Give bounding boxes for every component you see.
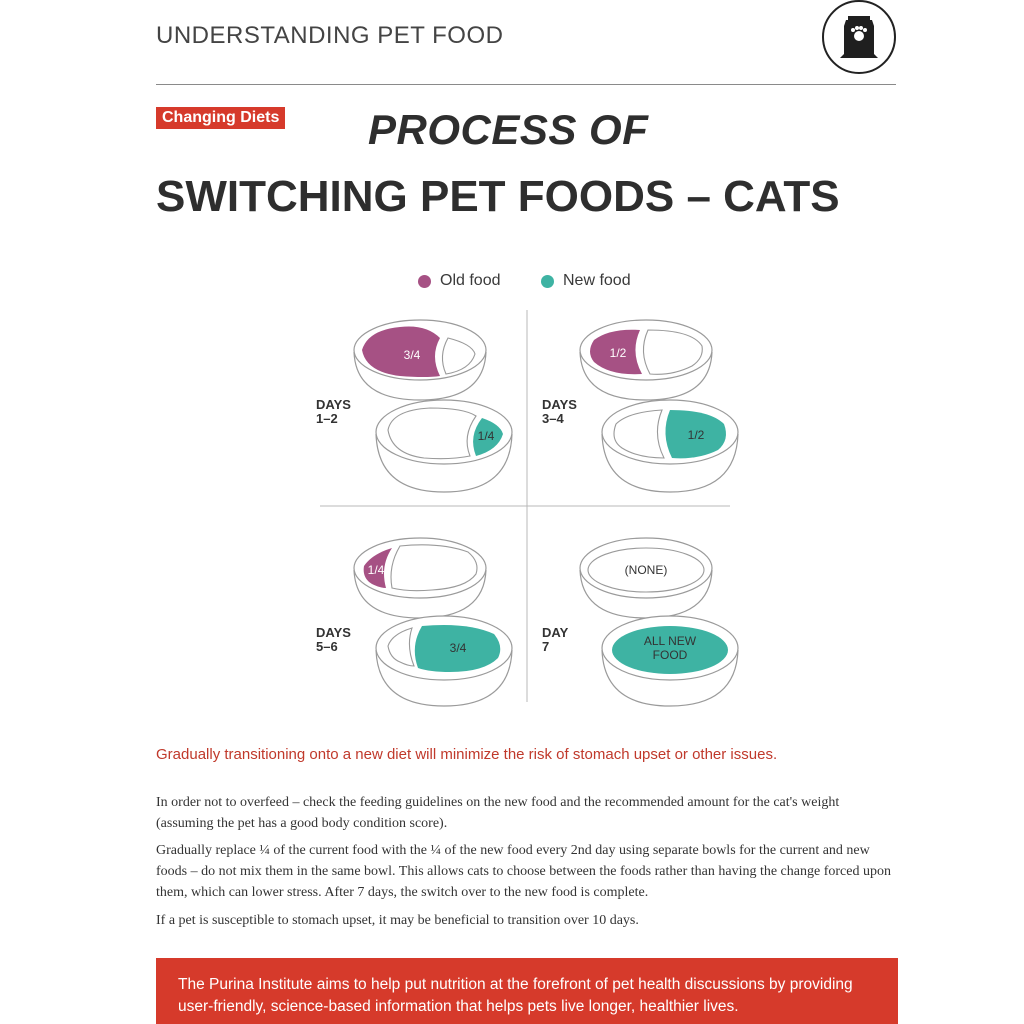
header-divider bbox=[156, 84, 896, 85]
new-food-bowl bbox=[602, 400, 738, 492]
stage-days-1-2 bbox=[316, 320, 512, 492]
day-range: 3–4 bbox=[542, 411, 564, 426]
old-food-bowl bbox=[354, 538, 486, 618]
old-food-bowl bbox=[354, 320, 486, 400]
day-range: 7 bbox=[542, 639, 550, 654]
legend-new-food bbox=[541, 272, 631, 290]
paragraph-stomach-upset: If a pet is susceptible to stomach upset, it may be beneficial to transition over 10 days. bbox=[156, 913, 639, 928]
day-label: DAY bbox=[542, 625, 569, 640]
old-food-dot-icon bbox=[418, 275, 431, 288]
page-title-line2: SWITCHING PET FOODS – CATS bbox=[156, 172, 840, 221]
day-range: 5–6 bbox=[316, 639, 338, 654]
new-food-dot-icon bbox=[541, 275, 554, 288]
legend-old-label: Old food bbox=[440, 272, 501, 289]
old-fraction-label: (NONE) bbox=[624, 563, 668, 577]
new-fraction-label: 1/4 bbox=[477, 429, 495, 443]
new-fraction-label: 3/4 bbox=[449, 641, 467, 655]
new-food-bowl bbox=[376, 616, 512, 706]
old-fraction-label: 1/2 bbox=[609, 346, 627, 360]
new-fraction-label-2: FOOD bbox=[652, 648, 688, 662]
legend-old-food bbox=[418, 272, 500, 290]
old-food-bowl bbox=[580, 320, 712, 400]
legend-new-label: New food bbox=[563, 272, 631, 289]
new-fraction-label: 1/2 bbox=[687, 428, 705, 442]
subtitle: Gradually transitioning onto a new diet will minimize the risk of stomach upset or other issues. bbox=[156, 746, 778, 763]
old-fraction-label: 3/4 bbox=[403, 348, 421, 362]
page-title-line1: PROCESS OF bbox=[368, 106, 649, 153]
old-food-bowl bbox=[580, 538, 712, 618]
header-title: UNDERSTANDING PET FOOD bbox=[156, 22, 504, 49]
day-label: DAYS bbox=[542, 397, 577, 412]
new-food-bowl bbox=[376, 400, 512, 492]
section-tag: Changing Diets bbox=[156, 107, 285, 129]
transition-diagram bbox=[300, 300, 740, 710]
stage-days-5-6 bbox=[316, 538, 512, 706]
pet-food-bag-icon bbox=[822, 0, 896, 74]
day-range: 1–2 bbox=[316, 411, 338, 426]
stage-days-3-4 bbox=[542, 320, 738, 492]
paragraph-replace: Gradually replace ¼ of the current food with the ¼ of the new food every 2nd day using separate bowls for the current and new foods – do not mix them in the same bowl. This allows cats to choose between the foods rather than having the change forced upon them, which can lower stress. After 7 days, the switch over to the new food is complete. bbox=[156, 843, 891, 900]
new-food-bowl bbox=[602, 616, 738, 706]
day-label: DAYS bbox=[316, 625, 351, 640]
stage-day-7 bbox=[542, 538, 738, 706]
paragraph-overfeed: In order not to overfeed – check the feeding guidelines on the new food and the recommended amount for the cat's weight (assuming the pet has a good body condition score). bbox=[156, 795, 840, 831]
day-label: DAYS bbox=[316, 397, 351, 412]
footer-banner: The Purina Institute aims to help put nutrition at the forefront of pet health discussions by providing user-friendly, science-based information that helps pets live longer, healthier lives. bbox=[156, 958, 898, 1024]
old-fraction-label: 1/4 bbox=[367, 563, 385, 577]
new-fraction-label: ALL NEW bbox=[643, 634, 697, 648]
